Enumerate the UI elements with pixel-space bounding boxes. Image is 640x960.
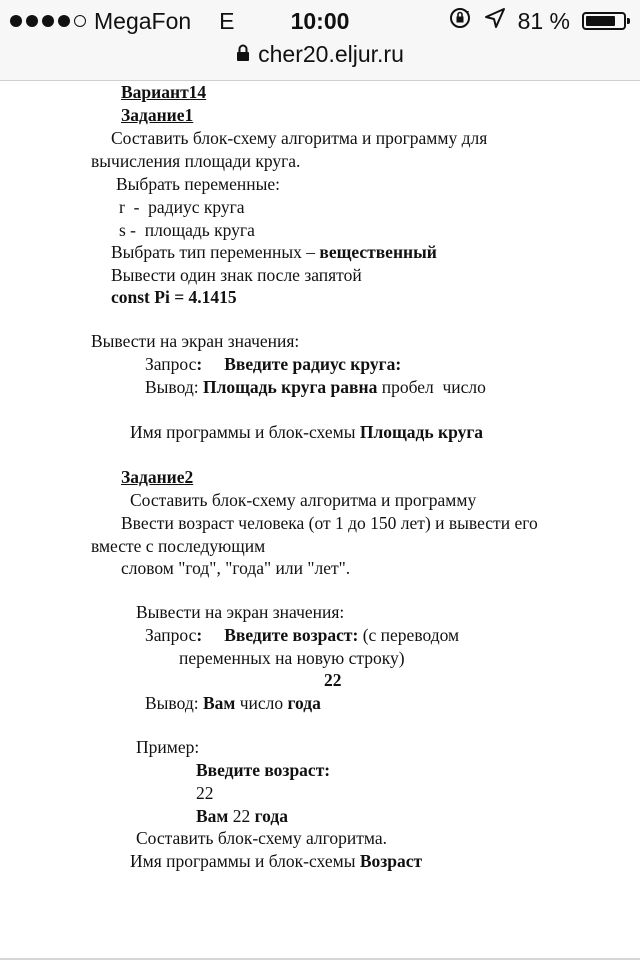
task1-title: Задание1 — [121, 105, 194, 125]
location-arrow-icon — [484, 7, 506, 35]
battery-icon — [582, 12, 626, 30]
task1-prompt-line: Запрос: Введите радиус круга: — [145, 354, 402, 374]
task2-example-line-3: Вам 22 года — [196, 806, 288, 826]
task1-text-1: Составить блок-схему алгоритма и программу для — [111, 128, 488, 148]
task1-var-r: r - радиус круга — [119, 197, 245, 217]
task2-text-2: Ввести возраст человека (от 1 до 150 лет) и вывести его — [121, 513, 538, 533]
status-time: 10:00 — [290, 8, 350, 34]
url-text[interactable]: cher20.eljur.ru — [258, 40, 404, 67]
task2-prompt-line: Запрос: Введите возраст: (с переводом — [145, 625, 460, 645]
task2-example-label: Пример: — [136, 737, 200, 757]
task2-sample-input: 22 — [324, 670, 342, 690]
task2-show-values: Вывести на экран значения: — [136, 602, 345, 622]
task1-const: const Pi = 4.1415 — [111, 287, 237, 307]
carrier-name: MegaFon — [94, 7, 192, 34]
task2-text-4: словом "год", "года" или "лет". — [121, 558, 351, 578]
task2-example-line-1: Введите возраст: — [196, 760, 331, 780]
task2-output-line: Вывод: Вам число года — [145, 693, 321, 713]
task2-name-line: Имя программы и блок-схемы Возраст — [130, 851, 423, 871]
task1-output-line: Вывод: Площадь круга равна пробел число — [145, 377, 486, 397]
address-bar[interactable] — [0, 38, 640, 70]
task2-compose: Составить блок-схему алгоритма. — [136, 828, 387, 848]
status-bar — [0, 0, 640, 81]
task2-text-3: вместе с последующим — [91, 536, 266, 556]
task1-type-value: вещественный — [319, 242, 437, 262]
battery-percent: 81 % — [517, 7, 570, 34]
task1-text-2: вычисления площади круга. — [91, 151, 301, 171]
rotation-lock-icon — [448, 6, 472, 36]
task1-name-line: Имя программы и блок-схемы Площадь круга — [130, 422, 484, 442]
task1-choose-vars: Выбрать переменные: — [116, 174, 281, 194]
task1-var-s: s - площадь круга — [119, 220, 255, 240]
task2-prompt-note: переменных на новую строку) — [179, 648, 405, 668]
network-type: E — [219, 7, 235, 34]
task2-example-line-2: 22 — [196, 783, 214, 803]
lock-icon — [236, 41, 250, 68]
status-right — [448, 6, 626, 36]
task1-type-line: Выбрать тип переменных – вещественный — [111, 242, 437, 262]
task1-one-digit: Вывести один знак после запятой — [111, 265, 362, 285]
task2-title: Задание2 — [121, 467, 194, 487]
variant-title: Вариант14 — [121, 82, 207, 102]
task2-text-1: Составить блок-схему алгоритма и программу — [130, 490, 477, 510]
task1-show-values: Вывести на экран значения: — [91, 331, 300, 351]
